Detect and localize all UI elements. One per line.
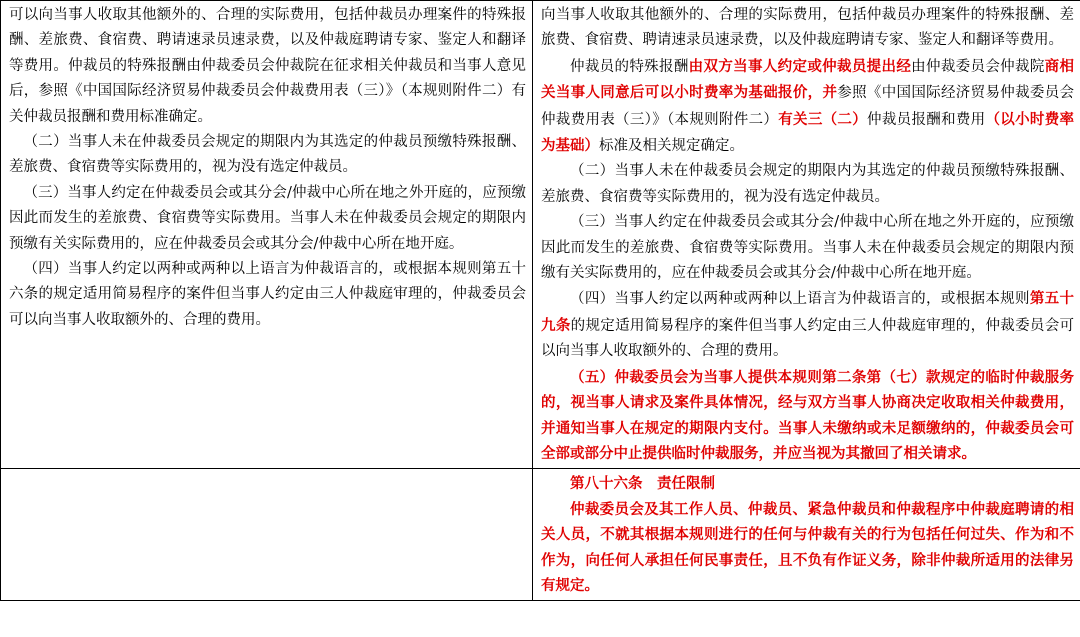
text-segment: 仲裁员报酬和费用	[867, 111, 986, 128]
article-body: 仲裁委员会及其工作人员、仲裁员、紧急仲裁员和仲裁程序中仲裁庭聘请的相关人员，不就其根据本规则进行的任何与仲裁有关的行为包括任何过失、作为和不作为，向任何人承担任何民事责任，且不负有作证义务，除非仲裁所适用的法律另有规定。	[541, 500, 1074, 594]
article-heading: 第八十六条 责任限制	[570, 475, 715, 493]
left-paragraph-3: （三）当事人约定在仲裁委员会或其分会/仲裁中心所在地之外开庭的，应预缴因此而发生的差旅费、食宿费等实际费用。当事人未在仲裁委员会规定的期限内预缴有关实际费用的，应在仲裁委员会或其分会/仲裁中心所在地开庭。	[9, 184, 526, 252]
left-cell-empty	[1, 469, 533, 601]
left-paragraph-1: 可以向当事人收取其他额外的、合理的实际费用，包括仲裁员办理案件的特殊报酬、差旅费、食宿费、聘请速录员速录费，以及仲裁庭聘请专家、鉴定人和翻译等费用。仲裁员的特殊报酬由仲裁委员会仲裁院在征求相关仲裁员和当事人意见后，参照《中国国际经济贸易仲裁委员会仲裁费用表（三）》（本规则附件二）有关仲裁员报酬和费用标准确定。	[9, 7, 526, 125]
right-paragraph-4: （三）当事人约定在仲裁委员会或其分会/仲裁中心所在地之外开庭的，应预缴因此而发生的差旅费、食宿费等实际费用。当事人未在仲裁委员会规定的期限内预缴有关实际费用的，应在仲裁委员会或其分会/仲裁中心所在地开庭。	[541, 214, 1074, 282]
text-segment: 标准及相关规定确定。	[599, 138, 744, 155]
left-cell-original-rules	[1, 1, 533, 469]
text-segment: 参照《中国国际经济贸易仲裁委员会仲裁费用表（三）》（本规则附件二）	[541, 85, 1075, 128]
text-segment: 由仲裁委员会仲裁院	[911, 58, 1045, 75]
revision-highlight: （以小时费率为基础）	[541, 110, 1075, 155]
revision-highlight: 第五十九条	[541, 290, 1075, 334]
left-paragraph-4: （四）当事人约定以两种或两种以上语言为仲裁语言的，或根据本规则第五十六条的规定适用简易程序的案件但当事人约定由三人仲裁庭审理的，仲裁委员会可以向当事人收取额外的、合理的费用。	[9, 261, 526, 328]
revision-highlight: 商相关当事人同意后可以小时费率为基础报价，并	[541, 57, 1075, 102]
text-segment: 仲裁员的特殊报酬	[570, 58, 689, 75]
table-row	[1, 469, 1080, 601]
right-paragraph-6-new-clause: （五）仲裁委员会为当事人提供本规则第二条第（七）款规定的临时仲裁服务的，视当事人请求及案件具体情况，经与双方当事人协商决定收取相关仲裁费用，并通知当事人在规定的期限内支付。当事人未缴纳或未足额缴纳的，仲裁委员会可全部或部分中止提供临时仲裁服务，并应当视为其撤回了相关请求。	[541, 368, 1074, 462]
revision-highlight: 有关三（二）	[778, 110, 868, 128]
right-paragraph-2	[541, 54, 1074, 160]
revision-highlight: 由双方当事人约定或仲裁员提出经	[688, 57, 912, 75]
right-paragraph-3: （二）当事人未在仲裁委员会规定的期限内为其选定的仲裁员预缴特殊报酬、差旅费、食宿费等实际费用的，视为没有选定仲裁员。	[541, 163, 1074, 205]
text-segment: （四）当事人约定以两种或两种以上语言为仲裁语言的，或根据本规则	[570, 291, 1030, 308]
right-paragraph-1: 向当事人收取其他额外的、合理的实际费用，包括仲裁员办理案件的特殊报酬、差旅费、食宿费、聘请速录员速录费，以及仲裁庭聘请专家、鉴定人和翻译等费用。	[541, 7, 1074, 49]
right-cell-revised-rules	[533, 1, 1080, 469]
right-cell-article-86	[533, 469, 1080, 601]
left-paragraph-2: （二）当事人未在仲裁委员会规定的期限内为其选定的仲裁员预缴特殊报酬、差旅费、食宿费等实际费用的，视为没有选定仲裁员。	[9, 134, 526, 176]
text-segment: 的规定适用简易程序的案件但当事人约定由三人仲裁庭审理的，仲裁委员会可以向当事人收取额外的、合理的费用。	[541, 317, 1075, 360]
right-paragraph-5	[541, 286, 1074, 364]
table-row	[1, 1, 1080, 469]
